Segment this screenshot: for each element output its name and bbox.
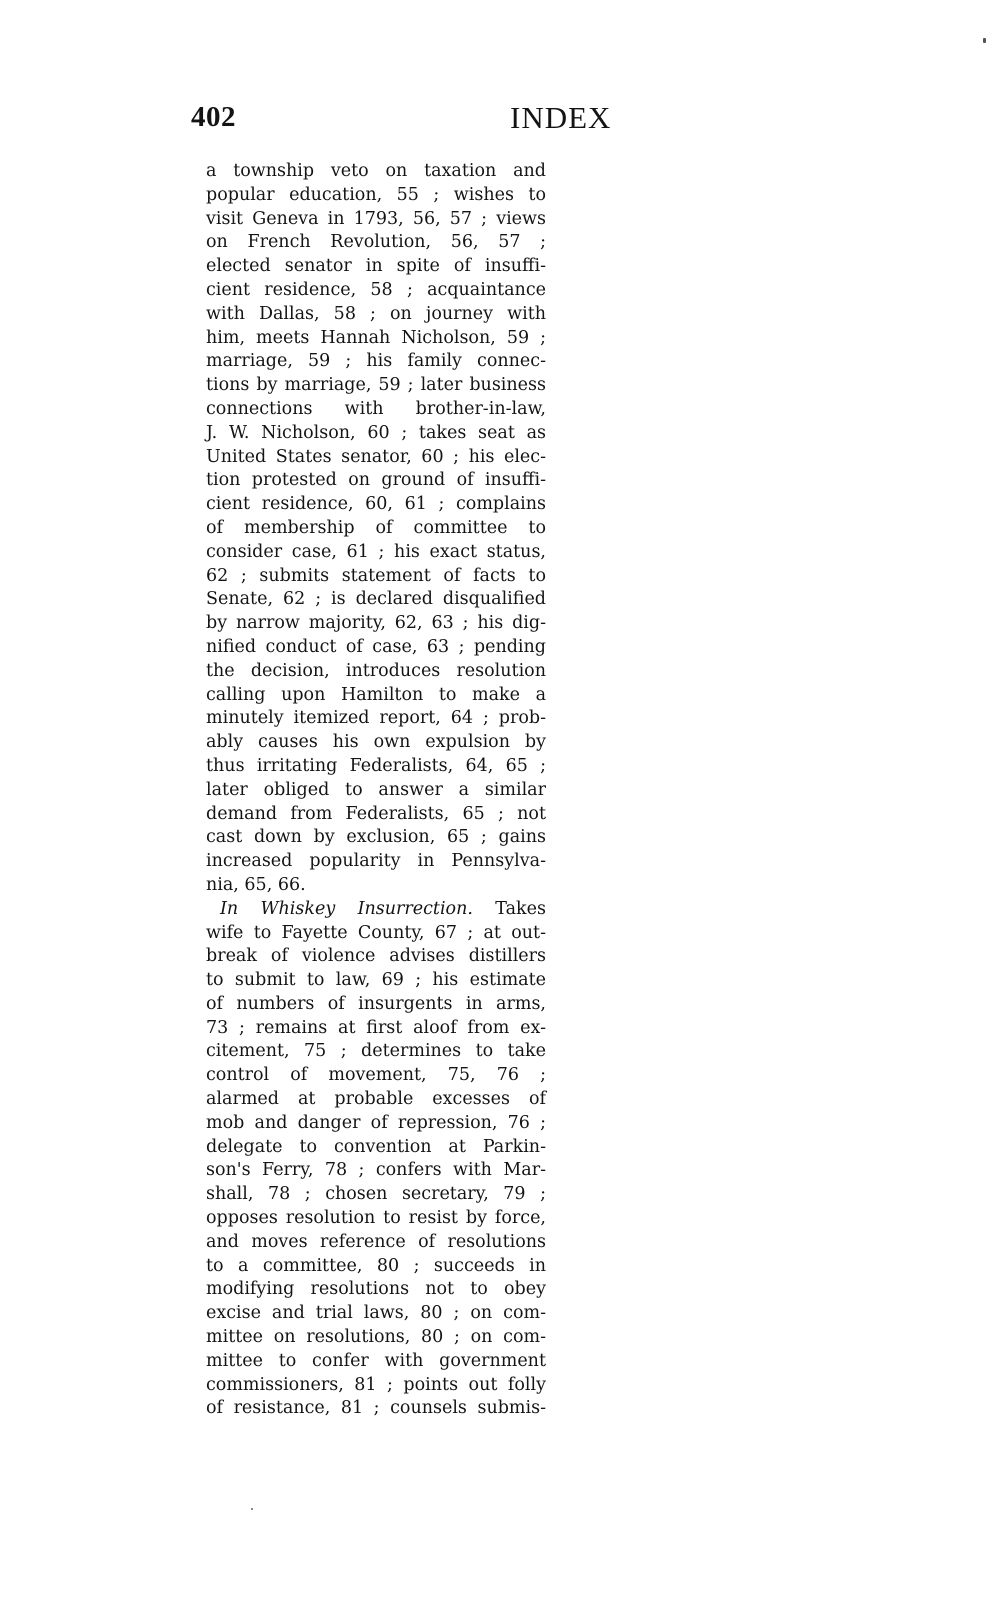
index-line: minutely itemized report, 64 ; prob- [206, 708, 546, 729]
index-line: mittee to confer with government [206, 1350, 546, 1371]
scan-speck [251, 1508, 253, 1510]
index-line: opposes resolution to resist by force, [206, 1208, 546, 1229]
index-line: marriage, 59 ; his family connec- [206, 351, 546, 372]
index-line: United States senator, 60 ; his elec- [206, 446, 546, 467]
index-line: with Dallas, 58 ; on journey with [206, 303, 546, 324]
index-line: later obliged to answer a similar [206, 779, 546, 800]
index-line: shall, 78 ; chosen secretary, 79 ; [206, 1184, 546, 1205]
index-line: of membership of committee to [206, 517, 546, 538]
index-line: mittee on resolutions, 80 ; on com- [206, 1327, 546, 1348]
index-line: 73 ; remains at first aloof from ex- [206, 1017, 546, 1038]
index-line: him, meets Hannah Nicholson, 59 ; [206, 327, 546, 348]
index-column [206, 160, 546, 1421]
index-line: alarmed at probable excesses of [206, 1089, 546, 1110]
index-line: visit Geneva in 1793, 56, 57 ; views [206, 208, 546, 229]
index-line: nified conduct of case, 63 ; pending [206, 636, 546, 657]
index-line: of resistance, 81 ; counsels submis- [206, 1398, 546, 1419]
index-line: on French Revolution, 56, 57 ; [206, 232, 546, 253]
index-line: cient residence, 58 ; acquaintance [206, 279, 546, 300]
index-line: tions by marriage, 59 ; later business [206, 375, 546, 396]
index-line: demand from Federalists, 65 ; not [206, 803, 546, 824]
index-line: cast down by exclusion, 65 ; gains [206, 827, 546, 848]
index-line: Senate, 62 ; is declared disqualified [206, 589, 546, 610]
index-line: tion protested on ground of insuffi- [206, 470, 546, 491]
index-line: J. W. Nicholson, 60 ; takes seat as [206, 422, 546, 443]
index-line: the decision, introduces resolution [206, 660, 546, 681]
running-head: INDEX [510, 100, 612, 135]
index-line: and moves reference of resolutions [206, 1231, 546, 1252]
index-line: son's Ferry, 78 ; confers with Mar- [206, 1160, 546, 1181]
index-line: popular education, 55 ; wishes to [206, 184, 546, 205]
index-line: break of violence advises distillers [206, 946, 546, 967]
index-line: control of movement, 75, 76 ; [206, 1065, 546, 1086]
index-line: citement, 75 ; determines to take [206, 1041, 546, 1062]
index-line: ably causes his own expulsion by [206, 732, 546, 753]
index-subhead-line [206, 898, 546, 922]
index-line: commissioners, 81 ; points out folly [206, 1374, 546, 1395]
index-line: increased popularity in Pennsylva- [206, 851, 546, 872]
index-line: wife to Fayette County, 67 ; at out- [206, 922, 546, 943]
index-line: elected senator in spite of insuffi- [206, 256, 546, 277]
index-line: a township veto on taxation and [206, 161, 546, 181]
index-line: calling upon Hamilton to make a [206, 684, 546, 705]
index-line: excise and trial laws, 80 ; on com- [206, 1303, 546, 1324]
index-subhead-continuation: Takes [472, 898, 546, 919]
index-line: thus irritating Federalists, 64, 65 ; [206, 755, 546, 776]
index-line: modifying resolutions not to obey [206, 1279, 546, 1300]
index-subhead: In Whiskey Insurrection. [220, 898, 473, 919]
scan-speck [983, 38, 986, 43]
index-line: to submit to law, 69 ; his estimate [206, 970, 546, 991]
index-line: consider case, 61 ; his exact status, [206, 541, 546, 562]
index-line: delegate to convention at Parkin- [206, 1136, 546, 1157]
index-line: mob and danger of repression, 76 ; [206, 1112, 546, 1133]
index-line: nia, 65, 66. [206, 874, 306, 895]
page-number: 402 [191, 101, 236, 133]
index-line: to a committee, 80 ; succeeds in [206, 1255, 546, 1276]
index-line: connections with brother-in-law, [206, 398, 546, 419]
index-line: cient residence, 60, 61 ; complains [206, 494, 546, 515]
index-line: of numbers of insurgents in arms, [206, 993, 546, 1014]
index-line: 62 ; submits statement of facts to [206, 565, 546, 586]
index-line: by narrow majority, 62, 63 ; his dig- [206, 613, 546, 634]
